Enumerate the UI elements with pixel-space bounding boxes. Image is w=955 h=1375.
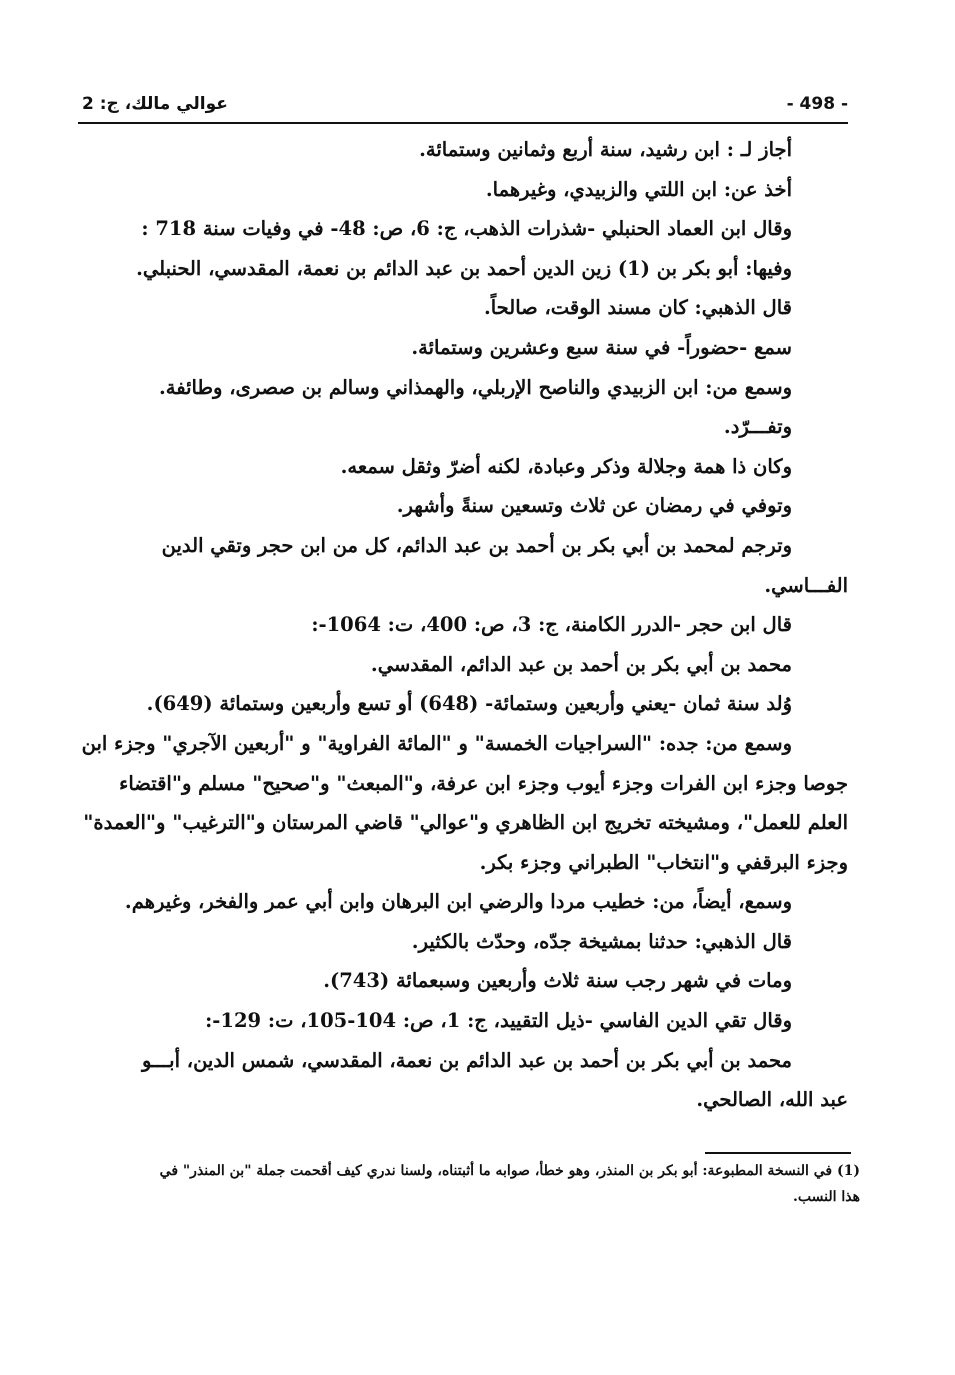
main-text [78, 130, 848, 1120]
text-line: ومات في شهر رجب سنة ثلاث وأربعين وسبعمائة (743). [323, 969, 792, 993]
text-line: وجزء البرقفي و"انتخاب" الطبراني وجزء بكر. [479, 850, 848, 874]
text-line: وسمع من: جده: "السراجيات الخمسة" و "المائة الفراوية" و "أربعين الآجري" وجزء ابن [81, 731, 792, 755]
page-number: - 498 - [786, 94, 848, 114]
footnote [78, 1158, 860, 1210]
text-line: أخذ عن: ابن اللتي والزبيدي، وغيرهما. [485, 177, 792, 201]
text-line: وترجم لمحمد بن أبي بكر بن أحمد بن عبد الدائم، كل من ابن حجر وتقي الدين [161, 533, 792, 557]
footnote-divider [705, 1152, 851, 1154]
text-line: وقال تقي الدين الفاسي -ذيل التقييد، ج: 1، ص: 104-105، ت: 129-: [205, 1009, 792, 1033]
text-line: وسمع من: ابن الزبيدي والناصح الإربلي، والهمذاني وسالم بن صصرى، وطائفة. [159, 375, 792, 399]
text-line: أجاز لـ : ابن رشيد، سنة أربع وثمانين وستمائة. [419, 138, 792, 161]
text-line: وقال ابن العماد الحنبلي -شذرات الذهب، ج: 6، ص: 48- في وفيات سنة 718 : [141, 217, 792, 241]
text-line: قال ابن حجر -الدرر الكامنة، ج: 3، ص: 400، ت: 1064-: [311, 613, 792, 637]
text-line: قال الذهبي: حدثنا بمشيخة جدّه، وحدّث بالكثير. [411, 929, 792, 953]
text-line: عبد الله، الصالحي. [696, 1088, 848, 1112]
text-line: الفـــاسي. [764, 573, 848, 597]
text-line: وفيها: أبو بكر بن (1) زين الدين أحمد بن عبد الدائم بن نعمة، المقدسي، الحنبلي. [136, 256, 792, 280]
text-line: العلم للعمل"، ومشيخته تخريج ابن الظاهري و"عوالي" قاضي المرستان و"الترغيب" و"العمدة" [83, 811, 848, 835]
page-header [78, 88, 848, 124]
running-title: عوالي مالك، ج: 2 [82, 94, 228, 114]
text-line: سمع -حضوراً- في سنة سبع وعشرين وستمائة. [411, 335, 792, 359]
text-line: قال الذهبي: كان مسند الوقت، صالحاً. [483, 296, 792, 320]
footnote-line: (1) في النسخة المطبوعة: أبو بكر بن المنذر، وهو خطأ، صوابه ما أثبتناه، ولسنا ندري كيف أقحمت جملة "بن المنذر" في [159, 1163, 860, 1179]
text-line: وسمع، أيضاً، من: خطيب مردا والرضي ابن البرهان وابن أبي عمر والفخر، وغيرهم. [124, 890, 792, 914]
text-line: وكان ذا همة وجلالة وذكر وعبادة، لكنه أضرّ وثقل سمعه. [340, 454, 792, 478]
footnote-line: هذا النسب. [793, 1189, 860, 1205]
text-line: محمد بن أبي بكر بن أحمد بن عبد الدائم، المقدسي. [370, 652, 792, 676]
text-line: محمد بن أبي بكر بن أحمد بن عبد الدائم بن نعمة، المقدسي، شمس الدين، أبـــو [141, 1048, 792, 1072]
text-line: وتفـــرّد. [723, 415, 792, 439]
text-line: وتوفي في رمضان عن ثلاث وتسعين سنةً وأشهر. [396, 494, 792, 518]
text-line: وُلد سنة ثمان -يعني وأربعين وستمائة- (648) أو تسع وأربعين وستمائة (649). [146, 692, 792, 716]
text-line: جوصا وجزء ابن الفرات وجزء أيوب وجزء ابن عرفة، و"المبعث" و"صحيح" مسلم و"اقتضاء [119, 771, 848, 795]
